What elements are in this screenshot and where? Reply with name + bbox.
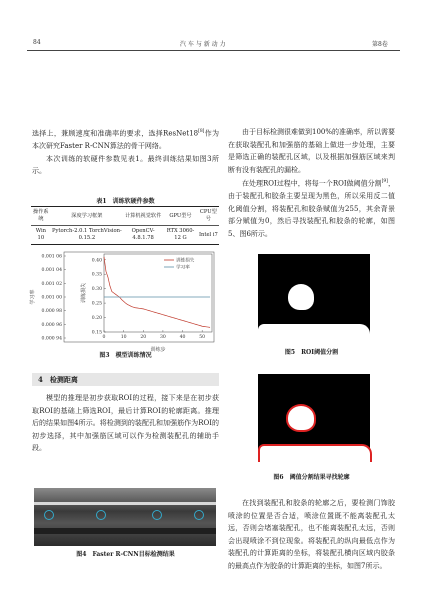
x-axis-label: 训练步 — [150, 347, 166, 353]
x-tick-label: 20 — [140, 335, 147, 340]
table1-header: GPU型号 — [163, 207, 198, 226]
table1-header: 计算机视觉软件 — [123, 207, 163, 226]
y-inner-tick-label: 0.15 — [91, 330, 102, 336]
right-column-intro — [228, 126, 395, 241]
page-number: 84 — [33, 39, 41, 46]
fig5-caption: 图5 ROI阈值分割 — [284, 349, 339, 356]
y-inner-tick-label: 0.35 — [91, 272, 102, 278]
y-left-tick-label: 0.001 00 — [41, 295, 62, 301]
y-inner-tick-label: 0.40 — [91, 258, 102, 264]
table1-cell: Intel i7 — [198, 226, 219, 245]
loss-series-line — [104, 257, 210, 327]
fig6-caption: 图6 阈值分割结果寻找轮廓 — [273, 474, 350, 481]
y-inner-tick-label: 0.30 — [91, 287, 102, 293]
y-left-tick-label: 0.000 94 — [41, 336, 62, 342]
left-column-intro — [32, 126, 219, 178]
x-tick-label: 40 — [179, 335, 186, 340]
legend-loss-label: 训练损失 — [176, 258, 195, 264]
table1-caption: 表1 训练软硬件参数 — [96, 198, 155, 205]
table1-header: 深度学习框架 — [51, 207, 123, 226]
y-left-tick-label: 0.000 96 — [41, 322, 62, 328]
volume-label: 第8卷 — [372, 41, 388, 48]
table1-cell: OpenCV-4.8.1.78 — [123, 226, 163, 245]
training-chart — [28, 246, 218, 358]
x-tick-label: 50 — [199, 335, 206, 340]
paragraph-distance: 在找到装配孔和胶条的轮廓之后，要检测门饰胶喷涂的位置是否合适，喷涂位置既不能离装配孔太远，否则会堵塞装配孔，也不能离装配孔太远，否则会出现喷涂不到位现象。将装配孔的纵向最低点作为装配孔的计算距离的坐标，将装配孔横向区域内胶条的最高点作为胶条的计算距离的坐标，如图7所示。 — [228, 499, 395, 570]
fig3-caption: 图3 模型训练情况 — [99, 352, 152, 359]
x-tick-label: 10 — [120, 335, 127, 340]
paragraph-backbone: 选择上，兼顾速度和准确率的要求，选择ResNet18[8]作为本次研究Faster R-CNN算法的骨干网络。 — [32, 129, 219, 150]
header-rule — [27, 50, 400, 51]
legend-lr-label: 学习率 — [176, 265, 190, 271]
left-column-section4 — [32, 392, 219, 455]
y-inner-tick-label: 0.25 — [91, 301, 102, 307]
x-tick-label: 30 — [159, 335, 166, 340]
right-column-contour — [228, 497, 395, 573]
y-left-tick-label: 0.001 04 — [41, 268, 62, 274]
contour-image — [258, 374, 370, 462]
table1-cell: RTX 3060-12 G — [163, 226, 198, 245]
inner-plot-frame — [104, 254, 212, 332]
y-left-tick-label: 0.001 06 — [41, 254, 62, 260]
y-inner-axis-label: 训练损失 — [81, 282, 87, 304]
y-inner-tick-label: 0.20 — [91, 316, 102, 322]
table1-cell: Win 10 — [31, 226, 51, 245]
table1 — [31, 206, 219, 245]
table1-cell: Pytorch-2.0.1 TorchVision-0.15.2 — [51, 226, 123, 245]
paragraph-params: 本次训练的软硬件参数见表1。最终训练结果如图3所示。 — [32, 154, 219, 176]
paragraph-filter: 由于目标检测很难做到100%的准确率，所以需要在获取装配孔和加强筋的基础上做进一步处理，主要是筛选正确的装配孔区域，以及根据加强筋区域来判断有没有装配孔的漏检。 — [228, 128, 396, 174]
paragraph-threshold: 在处理ROI过程中，将每一个ROI做阈值分割[9]，由于装配孔和胶条主要呈现为黑色，所以采用反二值化阈值分割，将装配孔和胶条赋值为255，其余背景部分赋值为0，然后寻找装配孔和胶条的轮廓，如图5、图6所示。 — [228, 179, 395, 239]
section-heading: 4 检测距离 — [32, 373, 219, 386]
y-left-tick-label: 0.001 02 — [41, 281, 62, 287]
roi-threshold-image — [258, 254, 370, 340]
journal-title: 汽 车 与 新 动 力 — [180, 41, 226, 48]
paragraph-inference: 模型的推理是初步获取ROI的过程，接下来是在初步获取ROI的基础上筛选ROI，最后计算ROI的轮廓距离。推理后的结果如图4所示。将检测到的装配孔和加强筋作为ROI的初步选择，其中加强筋区域可以作为检测装配孔的辅助手段。 — [32, 394, 219, 453]
fig4-caption: 图4 Faster R-CNN目标检测结果 — [76, 551, 175, 558]
y-left-tick-label: 0.000 98 — [41, 309, 62, 315]
detection-result-image — [34, 488, 216, 546]
table1-header: 操作系统 — [31, 207, 51, 226]
table1-header: CPU型号 — [198, 207, 219, 226]
y-left-axis-label: 学习率 — [30, 289, 36, 305]
x-tick-label: 0 — [102, 335, 106, 340]
